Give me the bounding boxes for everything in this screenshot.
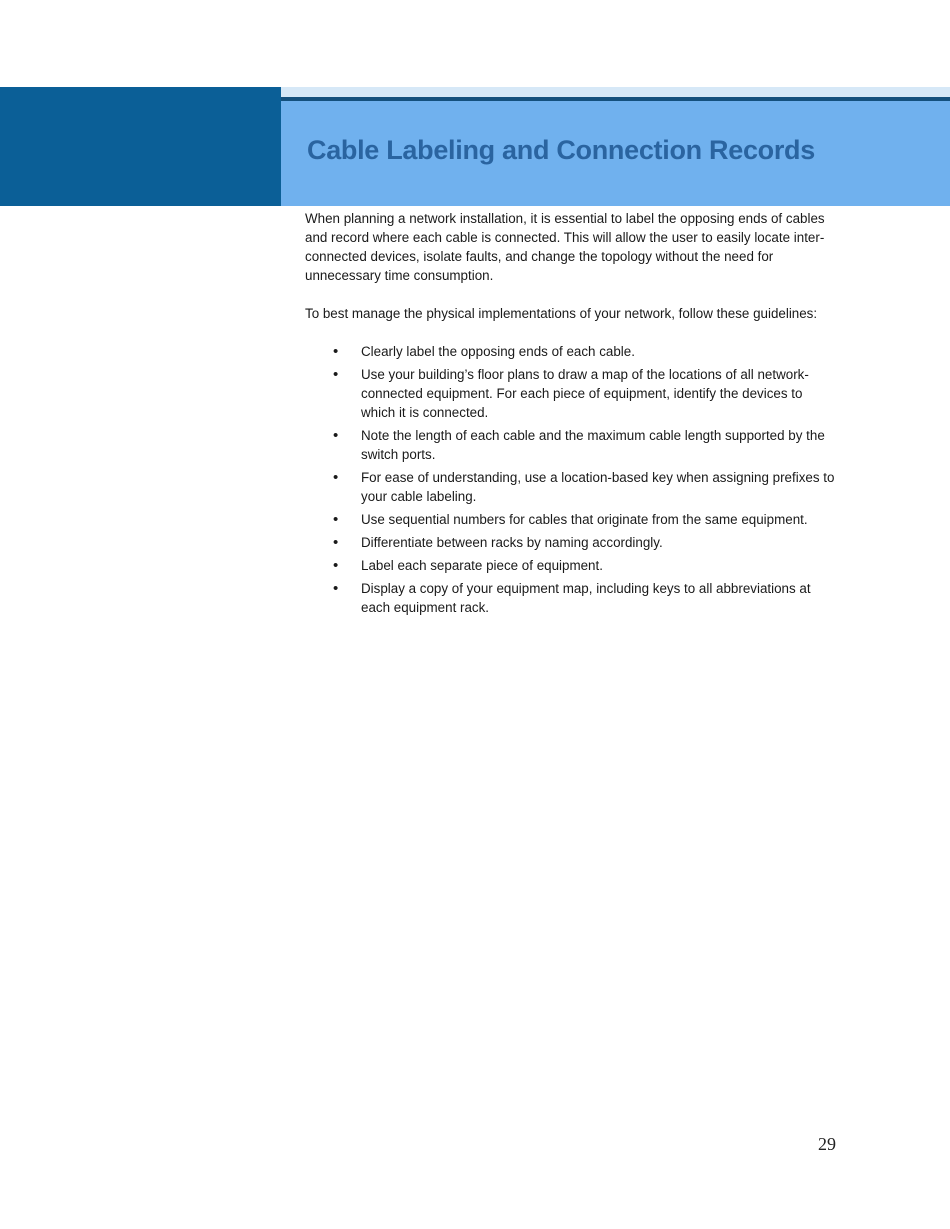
list-item: [333, 365, 840, 422]
guidelines-list: [305, 342, 840, 617]
banner-left-block: [0, 87, 281, 206]
bullet-icon: •: [333, 427, 339, 444]
list-item: [333, 579, 840, 617]
banner-light-strip: [281, 87, 950, 97]
bullet-icon: •: [333, 557, 339, 574]
intro-paragraph: When planning a network installation, it is essential to label the opposing ends of cables and record where each cable is connected. This will allow the user to easily locate inter-connected devices, isolate faults, and change the topology without the need for unnecessary time consumption.: [305, 211, 825, 283]
list-item-text: Clearly label the opposing ends of each cable.: [361, 344, 635, 359]
bullet-icon: •: [333, 469, 339, 486]
page-title: Cable Labeling and Connection Records: [307, 135, 815, 165]
list-item-text: Display a copy of your equipment map, including keys to all abbreviations at each equipment rack.: [361, 581, 811, 615]
bullet-icon: •: [333, 534, 339, 551]
page-number: 29: [818, 1134, 836, 1154]
list-item-text: For ease of understanding, use a location-based key when assigning prefixes to your cable labeling.: [361, 470, 835, 504]
list-item: [333, 556, 840, 575]
bullet-icon: •: [333, 511, 339, 528]
list-item-text: Label each separate piece of equipment.: [361, 558, 603, 573]
list-item: [333, 342, 840, 361]
list-item: [333, 510, 840, 529]
list-item-text: Differentiate between racks by naming accordingly.: [361, 535, 663, 550]
list-item-text: Note the length of each cable and the maximum cable length supported by the switch ports.: [361, 428, 825, 462]
bullet-icon: •: [333, 343, 339, 360]
list-item: [333, 468, 840, 506]
bullet-icon: •: [333, 366, 339, 383]
guidelines-intro-paragraph: To best manage the physical implementations of your network, follow these guidelines:: [305, 306, 818, 321]
list-item: [333, 426, 840, 464]
bullet-icon: •: [333, 580, 339, 597]
list-item: [333, 533, 840, 552]
list-item-text: Use sequential numbers for cables that originate from the same equipment.: [361, 512, 808, 527]
document-body: [305, 209, 840, 621]
list-item-text: Use your building’s floor plans to draw a map of the locations of all network-connected equipment. For each piece of equipment, identify the devices to which it is connected.: [361, 367, 809, 420]
